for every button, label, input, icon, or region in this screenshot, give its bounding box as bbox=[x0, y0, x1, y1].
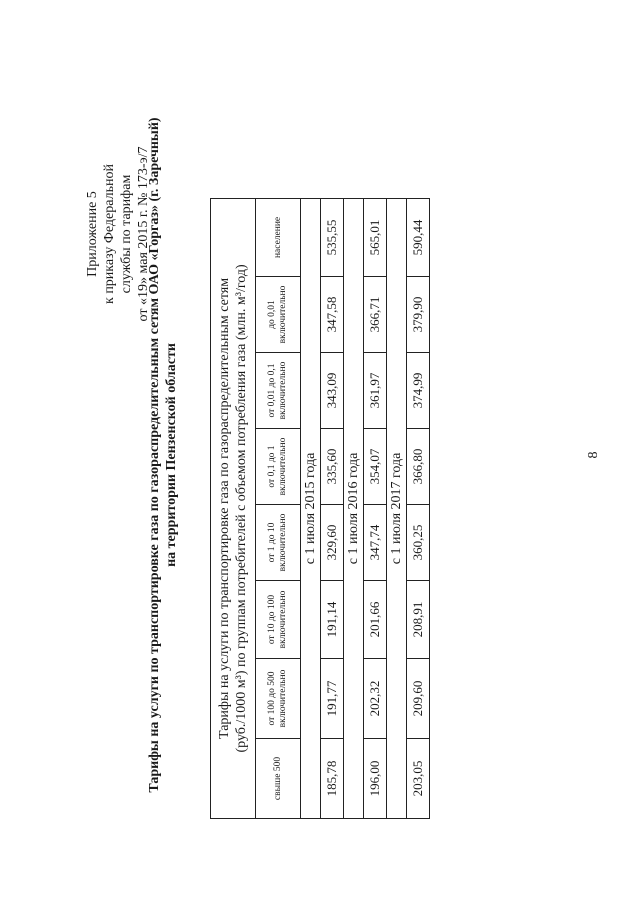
table-cell: 185,78 bbox=[321, 739, 344, 819]
table-cell: 191,14 bbox=[321, 581, 344, 659]
table-row bbox=[364, 198, 387, 818]
table-cell: 202,32 bbox=[364, 659, 387, 739]
column-header: от 10 до 100 включительно bbox=[256, 581, 301, 659]
table-row bbox=[407, 198, 430, 818]
table-cell: 203,05 bbox=[407, 739, 430, 819]
table-cell: 201,66 bbox=[364, 581, 387, 659]
table-cell: 347,58 bbox=[321, 277, 344, 353]
column-header-row bbox=[256, 198, 301, 818]
table-cell: 535,55 bbox=[321, 198, 344, 276]
document-title bbox=[146, 85, 180, 825]
table-cell: 360,25 bbox=[407, 505, 430, 581]
period-row bbox=[301, 198, 321, 818]
table-cell: 354,07 bbox=[364, 429, 387, 505]
column-header: от 0,01 до 0,1 включительно bbox=[256, 353, 301, 429]
table-cell: 335,60 bbox=[321, 429, 344, 505]
table-cell: 191,77 bbox=[321, 659, 344, 739]
caption-line: Тарифы на услуги по транспортировке газа по газораспределительным сетям bbox=[217, 277, 232, 739]
table-cell: 361,97 bbox=[364, 353, 387, 429]
table-row bbox=[321, 198, 344, 818]
table-cell: 208,91 bbox=[407, 581, 430, 659]
table-cell: 343,09 bbox=[321, 353, 344, 429]
column-header: от 0,1 до 1 включительно bbox=[256, 429, 301, 505]
table-cell: 366,71 bbox=[364, 277, 387, 353]
table-caption bbox=[211, 198, 256, 818]
period-row bbox=[387, 198, 407, 818]
caption-row bbox=[211, 198, 256, 818]
table-cell: 347,74 bbox=[364, 505, 387, 581]
table-cell: 590,44 bbox=[407, 198, 430, 276]
page-number: 8 bbox=[586, 451, 601, 459]
appendix-line: от «19» мая 2015 г. № 173-э/7 bbox=[136, 146, 151, 322]
column-header: от 1 до 10 включительно bbox=[256, 505, 301, 581]
column-header: до 0,01 включительно bbox=[256, 277, 301, 353]
appendix-line: службы по тарифам bbox=[119, 174, 134, 294]
table-cell: 374,99 bbox=[407, 353, 430, 429]
caption-line: (руб./1000 м³) по группам потребителей с объемом потребления газа (млн. м³/год) bbox=[234, 264, 249, 753]
column-header: от 100 до 500 включительно bbox=[256, 659, 301, 739]
appendix-block bbox=[84, 119, 152, 349]
column-header: население bbox=[256, 198, 301, 276]
table-cell: 209,60 bbox=[407, 659, 430, 739]
appendix-line: Приложение 5 bbox=[85, 191, 100, 277]
table-cell: 565,01 bbox=[364, 198, 387, 276]
title-line: на территории Пензенской области bbox=[164, 343, 179, 567]
title-line: Тарифы на услуги по транспортировке газа по газораспределительным сетям ОАО «Горгаз» (г. Заречный) bbox=[147, 117, 162, 793]
table-cell: 366,80 bbox=[407, 429, 430, 505]
table-cell: 329,60 bbox=[321, 505, 344, 581]
appendix-line: к приказу Федеральной bbox=[102, 164, 117, 304]
table-cell: 379,90 bbox=[407, 277, 430, 353]
period-label: с 1 июля 2015 года bbox=[301, 198, 321, 818]
period-label: с 1 июля 2017 года bbox=[387, 198, 407, 818]
period-label: с 1 июля 2016 года bbox=[344, 198, 364, 818]
table-cell: 196,00 bbox=[364, 739, 387, 819]
tariff-table bbox=[210, 198, 430, 819]
column-header: свыше 500 bbox=[256, 739, 301, 819]
period-row bbox=[344, 198, 364, 818]
